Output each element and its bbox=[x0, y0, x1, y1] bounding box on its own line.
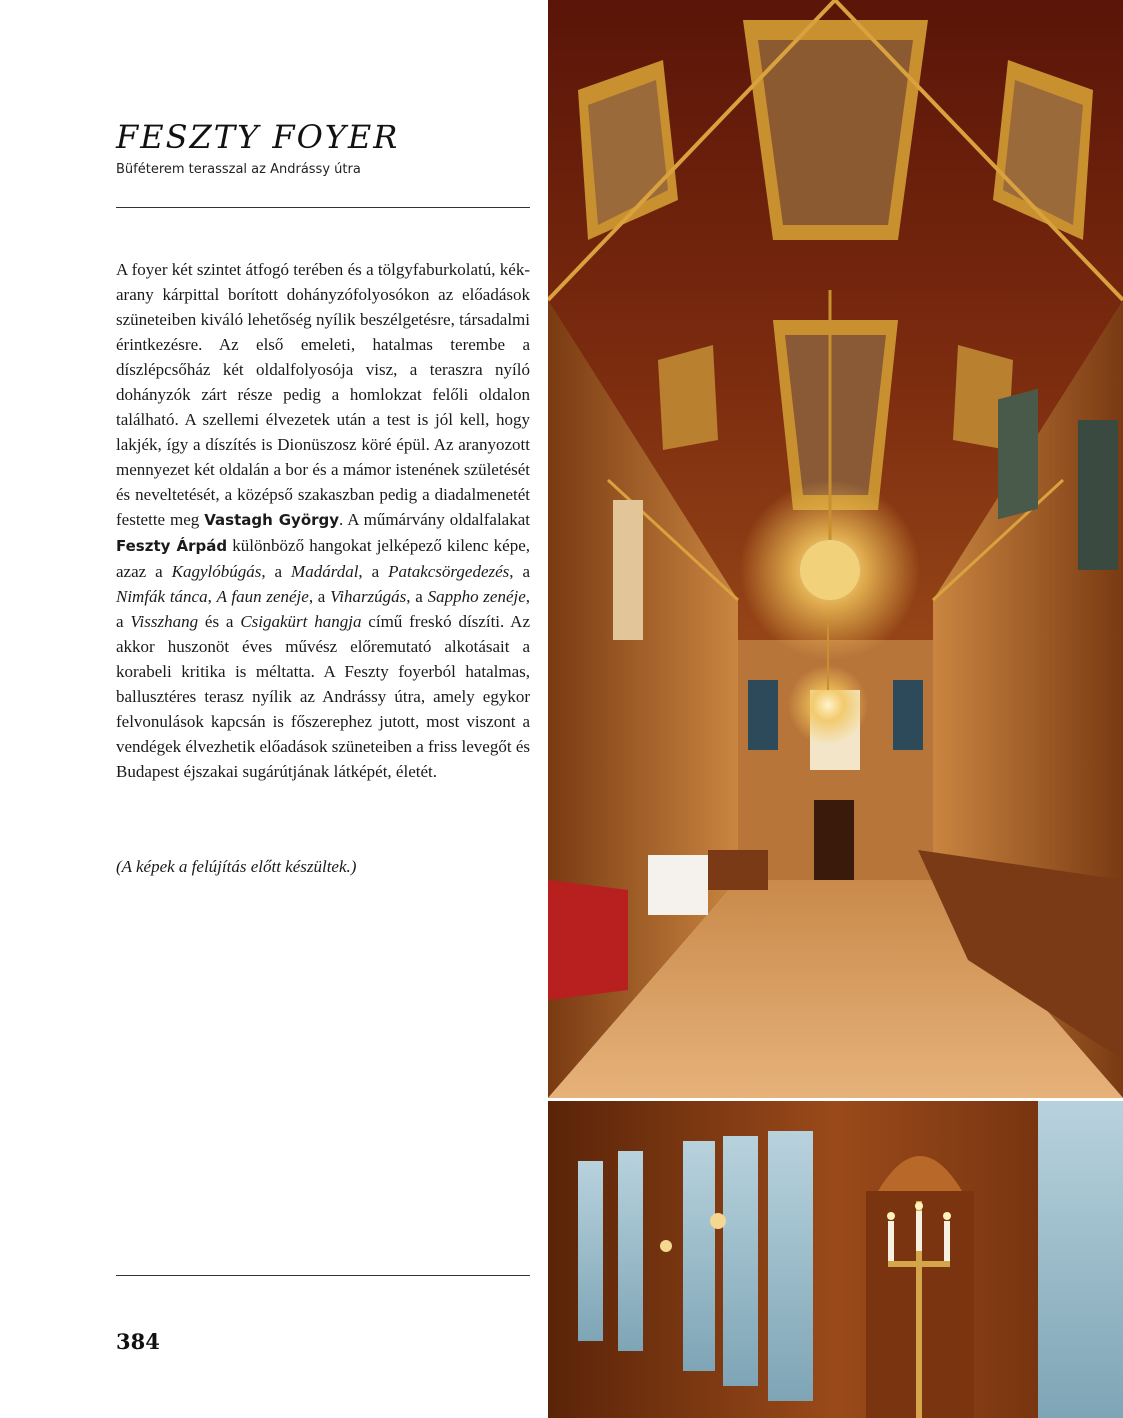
page-number: 384 bbox=[116, 1329, 160, 1354]
page-title: FESZTY FOYER bbox=[116, 118, 400, 156]
text-run: című freskó díszíti. Az akkor huszonöt éves művész előremutató alkotásait a korabeli kritika is méltatta. A Feszty foyerból hatalmas, ballusztéres terasz nyílik az Andrássy útra, amely egykor felvonulások kapcsán is főszerephez jutott, most viszont a vendégek élvezhetik előadások szüneteiben a friss levegőt és Budapest éjszakai sugárútjának látképét, életét. bbox=[116, 612, 530, 781]
text-column bbox=[0, 0, 548, 1418]
article-body bbox=[116, 257, 530, 784]
text-run: , a bbox=[116, 587, 531, 631]
foyer-hall-photo bbox=[548, 0, 1123, 1098]
text-run: , a bbox=[308, 587, 331, 606]
smoking-corridor-photo bbox=[548, 1101, 1123, 1418]
text-run: . A műmárvány oldalfalakat bbox=[339, 510, 530, 529]
text-run: , a bbox=[509, 562, 531, 581]
bottom-divider bbox=[116, 1275, 530, 1276]
text-run: , bbox=[207, 587, 217, 606]
painting-title: A faun zenéje bbox=[216, 587, 309, 606]
text-run: A foyer két szintet átfogó terében és a tölgyfaburkolatú, kék-arany kárpittal borított dohányzófolyosókon az előadások szüneteiben kiváló lehetőség nyílik beszélgetésre, társadalmi érintkezésre. Az első emeleti, hatalmas terembe a díszlépcsőház két oldalfolyosója visz, a teraszra nyíló dohányzók zárt része pedig a homlokzat felőli oldalon található. A szellemi élvezetek után a test is jól kell, hogy lakjék, így a díszítés is Dionüszosz köré épül. Az aranyozott mennyezet két oldalán a bor és a mámor istenének születését és neveltetését, a középső szakaszban pedig a diadalmenetét festette meg bbox=[116, 260, 530, 529]
photo-note: (A képek a felújítás előtt készültek.) bbox=[116, 857, 357, 876]
painting-title: Viharzúgás bbox=[330, 587, 407, 606]
top-divider bbox=[116, 207, 530, 208]
text-run: , a bbox=[406, 587, 428, 606]
text-run: különböző hangokat jelképező kilenc képe, azaz a bbox=[116, 536, 530, 581]
page-subtitle: Büféterem terasszal az Andrássy útra bbox=[116, 162, 361, 177]
text-run: , a bbox=[358, 562, 389, 581]
text-run: , a bbox=[261, 562, 292, 581]
text-run: és a bbox=[198, 612, 241, 631]
artist-name: Feszty Árpád bbox=[116, 537, 228, 555]
painting-title: Madárdal bbox=[291, 562, 359, 581]
painting-title: Patakcsörgedezés bbox=[388, 562, 510, 581]
painting-title: Sappho zenéje bbox=[427, 587, 526, 606]
painting-title: Csigakürt hangja bbox=[240, 612, 362, 631]
artist-name: Vastagh György bbox=[204, 511, 340, 529]
article-paragraph bbox=[116, 257, 530, 784]
painting-title: Kagylóbúgás bbox=[171, 562, 262, 581]
painting-title: Nimfák tánca bbox=[116, 587, 208, 606]
painting-title: Visszhang bbox=[130, 612, 199, 631]
